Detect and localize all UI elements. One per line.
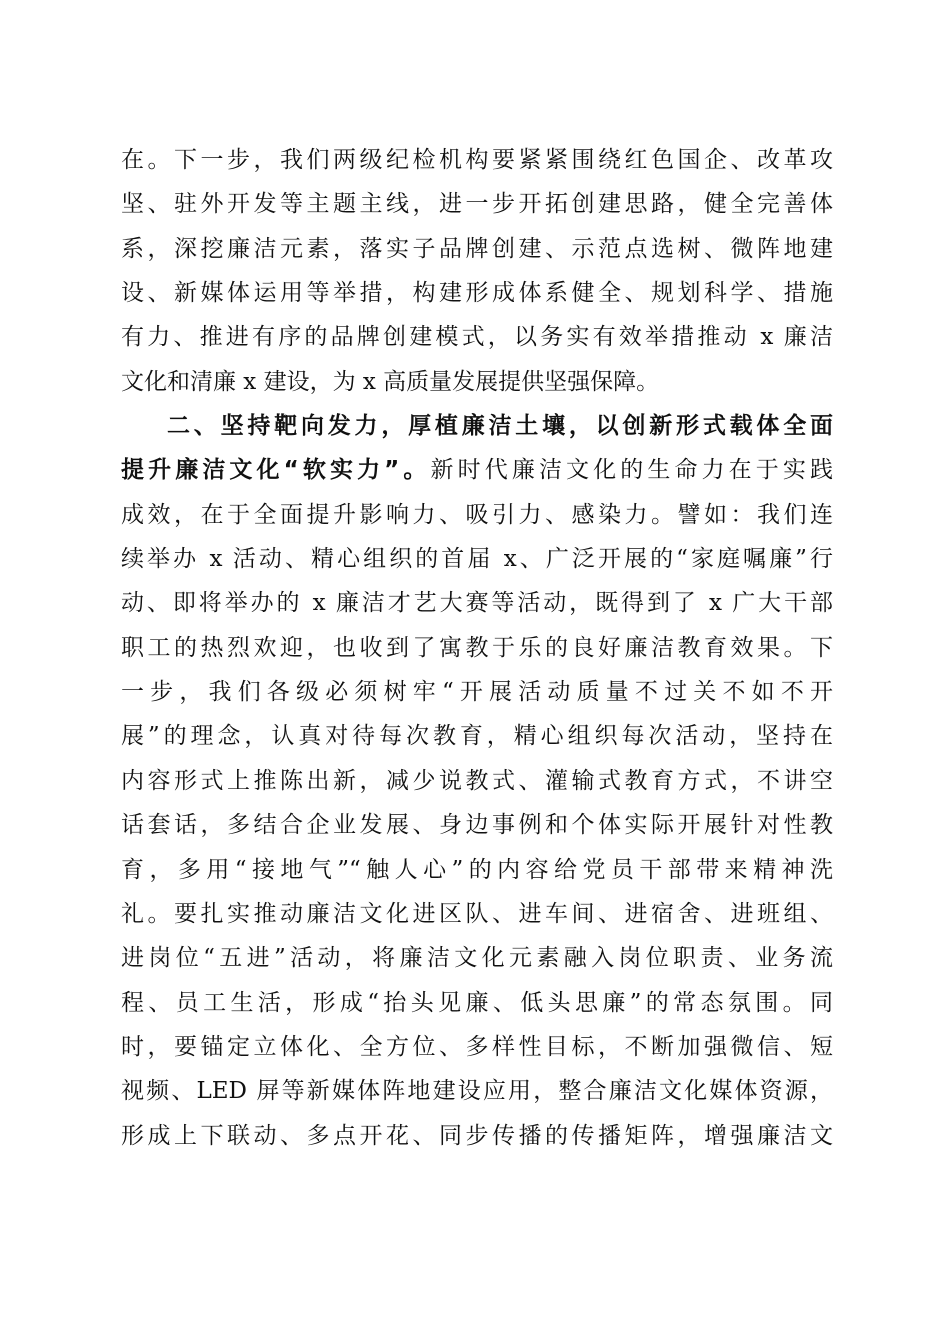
text-line: 程、员工生活，形成“抬头见廉、低头思廉”的常态氛围。同 [121,989,833,1016]
text-line: 坚、驻外开发等主题主线，进一步开拓创建思路，健全完善体 [121,191,833,218]
body-text [121,138,833,1158]
section-heading-tail: 提升廉洁文化“软实力”。 [121,457,431,484]
text-line: 展”的理念，认真对待每次教育，精心组织每次活动，坚持在 [121,723,833,750]
text-line: 成效，在于全面提升影响力、吸引力、感染力。譬如：我们连 [121,501,833,528]
text-line: 一步，我们各级必须树牢“开展活动质量不过关不如不开 [121,679,833,706]
text-line: 视频、LED 屏等新媒体阵地建设应用，整合廉洁文化媒体资源， [121,1078,833,1105]
text-line: 有力、推进有序的品牌创建模式，以务实有效举措推动 x 廉洁 [121,324,833,351]
text-line: 动、即将举办的 x 廉洁才艺大赛等活动，既得到了 x 广大干部 [121,590,833,617]
section-heading-continuation [121,448,833,492]
text-line: 职工的热烈欢迎，也收到了寓教于乐的良好廉洁教育效果。下 [121,634,833,661]
text-line: 话套话，多结合企业发展、身边事例和个体实际开展针对性教 [121,812,833,839]
text-line: 礼。要扎实推动廉洁文化进区队、进车间、进宿舍、进班组、 [121,900,833,927]
text-line: 时，要锚定立体化、全方位、多样性目标，不断加强微信、短 [121,1033,833,1060]
text-line: 续举办 x 活动、精心组织的首届 x、广泛开展的“家庭嘱廉”行 [121,546,833,573]
text-line: 文化和清廉 x 建设，为 x 高质量发展提供坚强保障。 [121,368,660,395]
text-line: 在。下一步，我们两级纪检机构要紧紧围绕红色国企、改革攻 [121,147,833,173]
section-heading: 二、坚持靶向发力，厚植廉洁土壤，以创新形式载体全面 [167,413,833,440]
text-line: 育，多用“接地气”“触人心”的内容给党员干部带来精神洗 [121,856,833,883]
text-line: 形成上下联动、多点开花、同步传播的传播矩阵，增强廉洁文 [121,1122,833,1149]
text-line: 内容形式上推陈出新，减少说教式、灌输式教育方式，不讲空 [121,767,833,794]
paragraph-start: 新时代廉洁文化的生命力在于实践 [430,457,834,484]
text-line: 进岗位“五进”活动，将廉洁文化元素融入岗位职责、业务流 [121,945,833,972]
text-line: 系，深挖廉洁元素，落实子品牌创建、示范点选树、微阵地建 [121,235,833,262]
text-line: 设、新媒体运用等举措，构建形成体系健全、规划科学、措施 [121,280,833,307]
